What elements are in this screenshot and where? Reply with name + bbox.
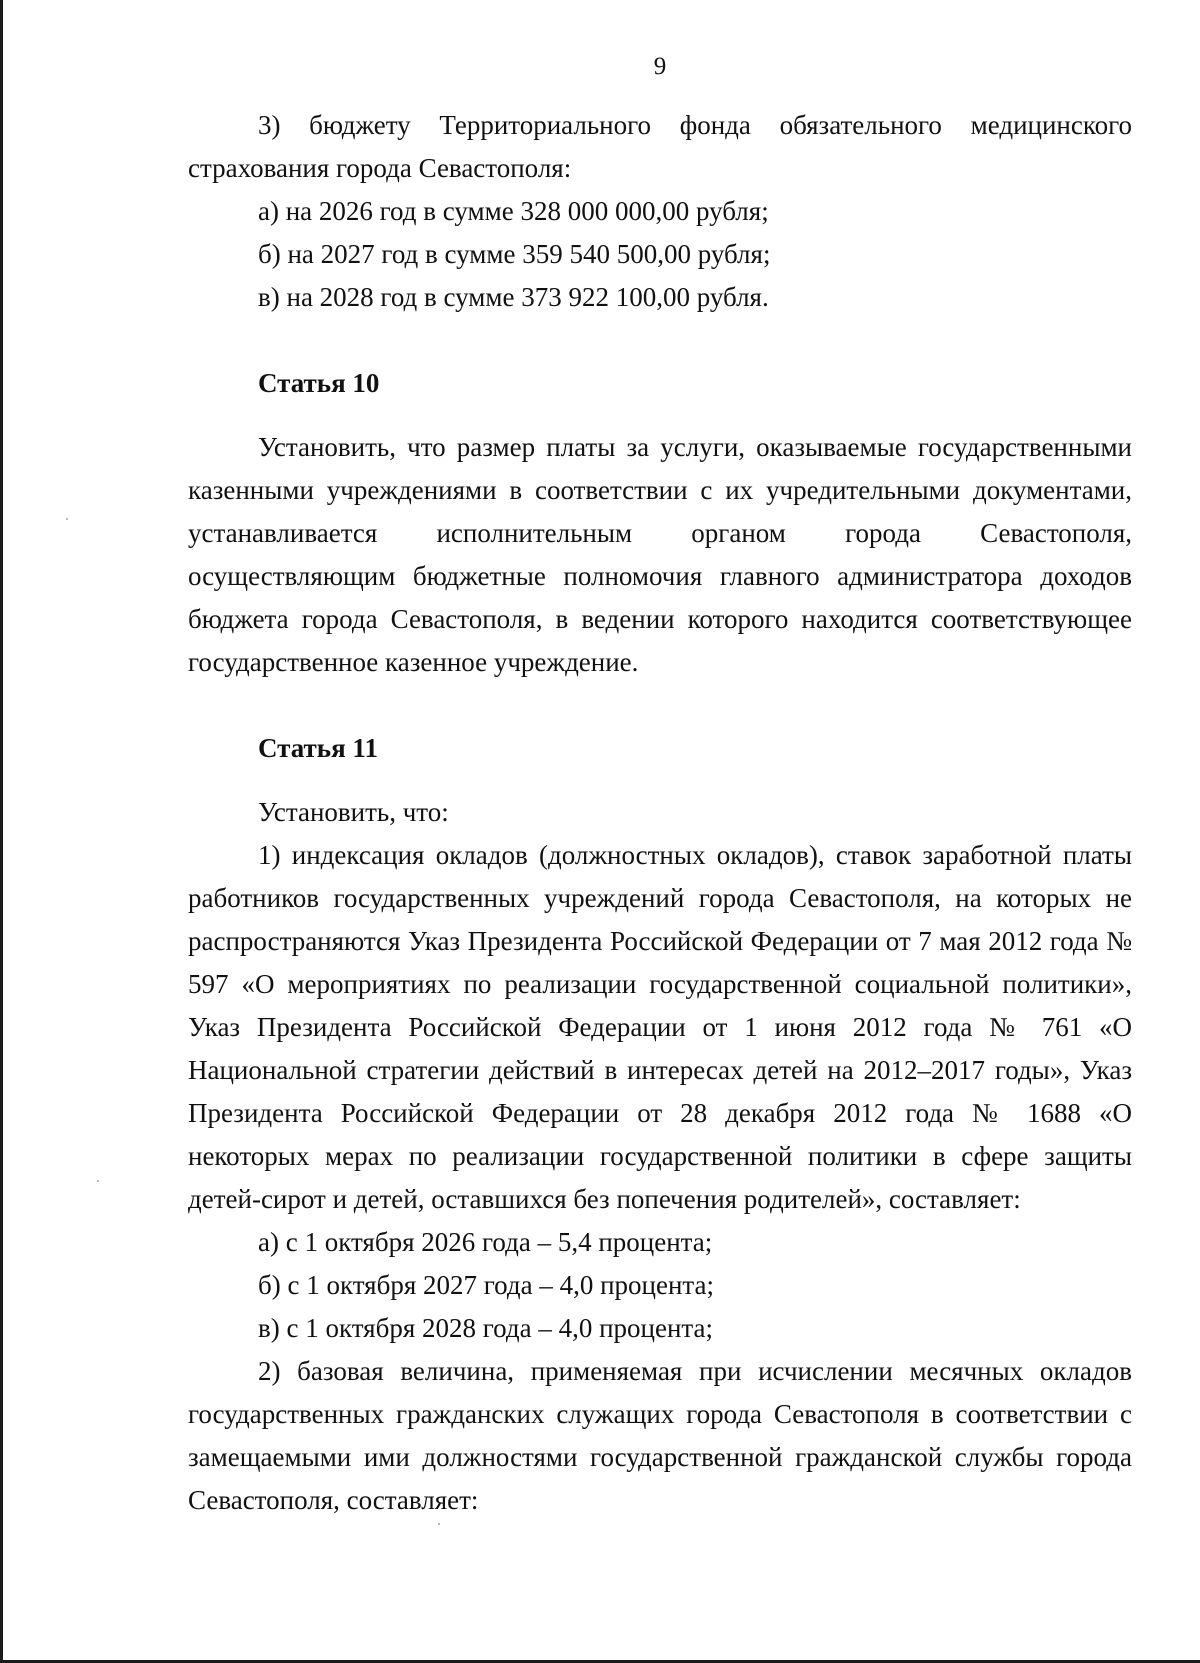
article-11-item-1: 1) индексация окладов (должностных окладов), ставок заработной платы работников государственных учреждений города Севастополя, на которых не распространяются Указ Президента Российской Федерации от 7 мая 2012 года № 597 «О мероприятиях по реализации государственной социальной политики», Указ Президента Российской Федерации от 1 июня 2012 года № 761 «О Национальной стратегии действий в интересах детей на 2012–2017 годы», Указ Президента Российской Федерации от 28 декабря 2012 года № 1688 «О некоторых мерах по реализации государственной политики в сфере защиты детей-сирот и детей, оставшихся без попечения родителей», составляет: (188, 840, 1132, 1214)
article-10-paragraph: Установить, что размер платы за услуги, оказываемые государственными казенными учреждениями в соответствии с их учредительными документами, устанавливается исполнительным органом города Севастополя, осуществляющим бюджетные полномочия главного администратора доходов бюджета города Севастополя, в ведении которого находится соответствующее государственное казенное учреждение. (188, 432, 1132, 677)
paragraph-budget-tfoms: 3) бюджету Территориального фонда обязательного медицинского страхования города Севастополя: (188, 110, 1132, 183)
indexation-2028: в) с 1 октября 2028 года – 4,0 процента; (258, 1313, 714, 1343)
document-body (188, 104, 1132, 1522)
page-number: 9 (653, 53, 667, 80)
article-11-heading: Статья 11 (258, 733, 378, 763)
scan-speck (66, 518, 68, 520)
scan-speck (438, 1523, 440, 1525)
indexation-2026: а) с 1 октября 2026 года – 5,4 процента; (258, 1227, 713, 1257)
article-11-intro: Установить, что: (258, 797, 449, 827)
list-item-2027: б) на 2027 год в сумме 359 540 500,00 рубля; (258, 239, 771, 269)
indexation-2027: б) с 1 октября 2027 года – 4,0 процента; (258, 1270, 715, 1300)
list-item-2026: а) на 2026 год в сумме 328 000 000,00 рубля; (258, 196, 769, 226)
article-10-heading: Статья 10 (258, 368, 380, 398)
list-item-2028: в) на 2028 год в сумме 373 922 100,00 рубля. (258, 282, 769, 312)
scan-speck (97, 1180, 99, 1182)
scan-left-edge (0, 0, 3, 1663)
article-11-item-2: 2) базовая величина, применяемая при исчислении месячных окладов государственных гражданских служащих города Севастополя в соответствии с замещаемыми ими должностями государственной гражданской службы города Севастополя, составляет: (188, 1356, 1132, 1515)
